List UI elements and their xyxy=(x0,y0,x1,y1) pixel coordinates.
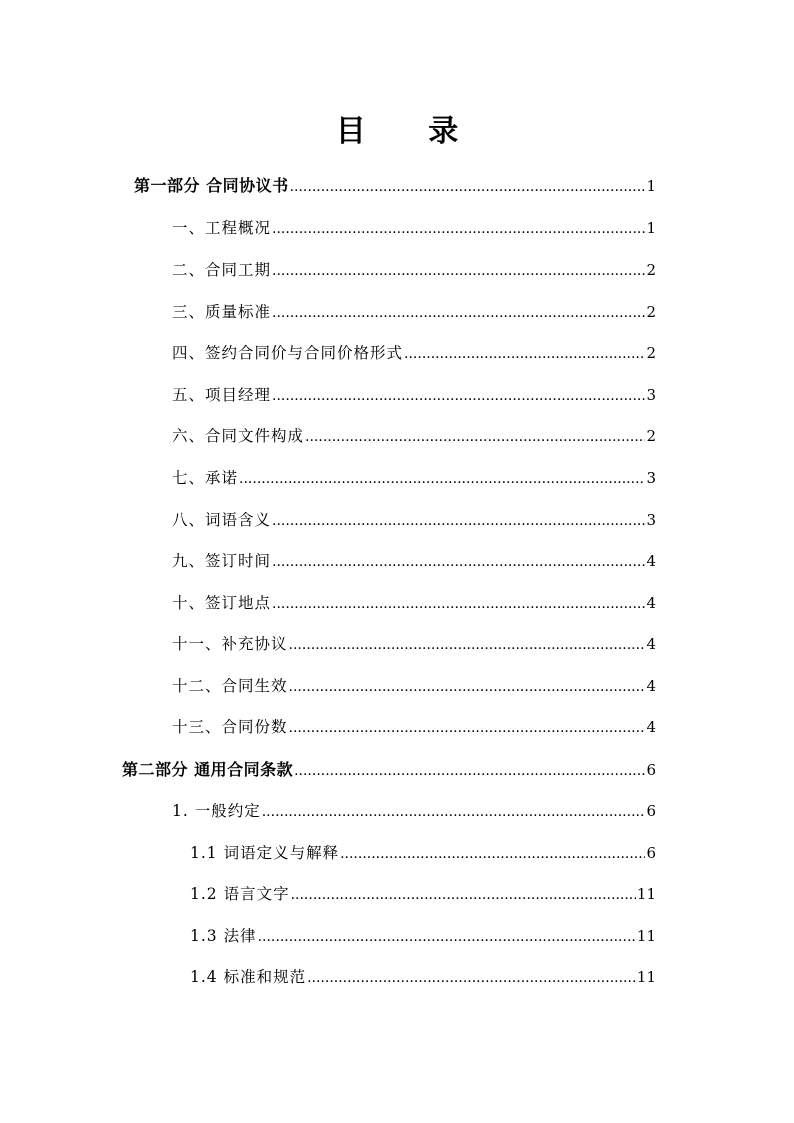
dot-leader xyxy=(262,800,646,824)
toc-entry-part-1[interactable] xyxy=(134,174,656,198)
dot-leader xyxy=(272,509,645,533)
toc-page-number: 4 xyxy=(646,635,656,653)
toc-page-number: 1 xyxy=(646,219,656,237)
toc-page-number: 11 xyxy=(636,927,656,945)
toc-entry-label: 九、签订时间 xyxy=(172,552,272,570)
toc-entry-label: 十三、合同份数 xyxy=(172,718,288,736)
toc-entry-subsection[interactable] xyxy=(190,882,656,906)
toc-page-number: 4 xyxy=(646,718,656,736)
toc-entry[interactable] xyxy=(172,258,656,282)
dot-leader xyxy=(289,675,646,699)
toc-entry[interactable] xyxy=(172,674,656,698)
toc-page-number: 4 xyxy=(646,594,656,612)
toc-entry-label: 三、质量标准 xyxy=(172,303,272,321)
toc-entry-label: 1.4 标准和规范 xyxy=(190,968,307,986)
dot-leader xyxy=(272,259,645,283)
dot-leader xyxy=(272,217,645,241)
toc-entry-label: 十、签订地点 xyxy=(172,594,272,612)
toc-title: 目 录 xyxy=(335,114,485,149)
toc-entry[interactable] xyxy=(172,300,656,324)
toc-entry[interactable] xyxy=(172,549,656,573)
toc-entry-subsection[interactable] xyxy=(190,965,656,989)
dot-leader xyxy=(289,633,646,657)
toc-page-number: 6 xyxy=(646,844,656,862)
toc-page-number: 11 xyxy=(636,885,656,903)
toc-entry-label: 五、项目经理 xyxy=(172,386,272,404)
toc-page-number: 2 xyxy=(646,303,656,321)
toc-entry[interactable] xyxy=(172,216,656,240)
dot-leader xyxy=(294,759,645,783)
toc-entry[interactable] xyxy=(172,632,656,656)
toc-page-number: 2 xyxy=(646,427,656,445)
toc-entry[interactable] xyxy=(172,508,656,532)
dot-leader xyxy=(272,301,645,325)
toc-entry-subsection[interactable] xyxy=(190,841,656,865)
toc-entry[interactable] xyxy=(172,383,656,407)
dot-leader xyxy=(272,592,645,616)
toc-entry-label: 第二部分 通用合同条款 xyxy=(122,760,294,779)
toc-page-number: 2 xyxy=(646,261,656,279)
toc-entry-part-2[interactable] xyxy=(122,758,656,782)
toc-entry-label: 二、合同工期 xyxy=(172,261,272,279)
toc-entry-label: 一、工程概况 xyxy=(172,219,272,237)
toc-entry[interactable] xyxy=(172,466,656,490)
toc-entry[interactable] xyxy=(172,341,656,365)
toc-page-number: 3 xyxy=(646,469,656,487)
toc-page-number: 11 xyxy=(636,968,656,986)
toc-entry[interactable] xyxy=(172,591,656,615)
dot-leader xyxy=(272,384,645,408)
toc-entry[interactable] xyxy=(172,799,656,823)
toc-page-number: 4 xyxy=(646,552,656,570)
dot-leader xyxy=(239,467,645,491)
dot-leader xyxy=(307,966,636,990)
dot-leader xyxy=(272,550,645,574)
toc-entry-label: 八、词语含义 xyxy=(172,511,272,529)
toc-entry-subsection[interactable] xyxy=(190,924,656,948)
toc-entry-label: 1.3 法律 xyxy=(190,927,257,945)
toc-entry-label: 四、签约合同价与合同价格形式 xyxy=(172,344,404,362)
dot-leader xyxy=(404,342,645,366)
toc-page-number: 1 xyxy=(646,177,656,195)
toc-entry[interactable] xyxy=(172,715,656,739)
toc-entry-label: 1. 一般约定 xyxy=(172,802,261,820)
toc-entry-label: 七、承诺 xyxy=(172,469,239,487)
toc-entry-label: 六、合同文件构成 xyxy=(172,427,305,445)
toc-entry[interactable] xyxy=(172,424,656,448)
dot-leader xyxy=(258,925,636,949)
toc-page-number: 6 xyxy=(646,802,656,820)
toc-entry-label: 1.2 语言文字 xyxy=(190,885,290,903)
toc-page-number: 3 xyxy=(646,511,656,529)
dot-leader xyxy=(340,842,645,866)
dot-leader xyxy=(305,425,645,449)
toc-entry-label: 十二、合同生效 xyxy=(172,677,288,695)
dot-leader xyxy=(291,883,636,907)
toc-page-number: 2 xyxy=(646,344,656,362)
dot-leader xyxy=(290,175,646,199)
toc-page-number: 4 xyxy=(646,677,656,695)
toc-entry-label: 1.1 词语定义与解释 xyxy=(190,844,340,862)
toc-entry-label: 十一、补充协议 xyxy=(172,635,288,653)
toc-page-number: 3 xyxy=(646,386,656,404)
dot-leader xyxy=(289,716,646,740)
toc-page-number: 6 xyxy=(646,761,656,779)
toc-entry-label: 第一部分 合同协议书 xyxy=(134,176,289,195)
